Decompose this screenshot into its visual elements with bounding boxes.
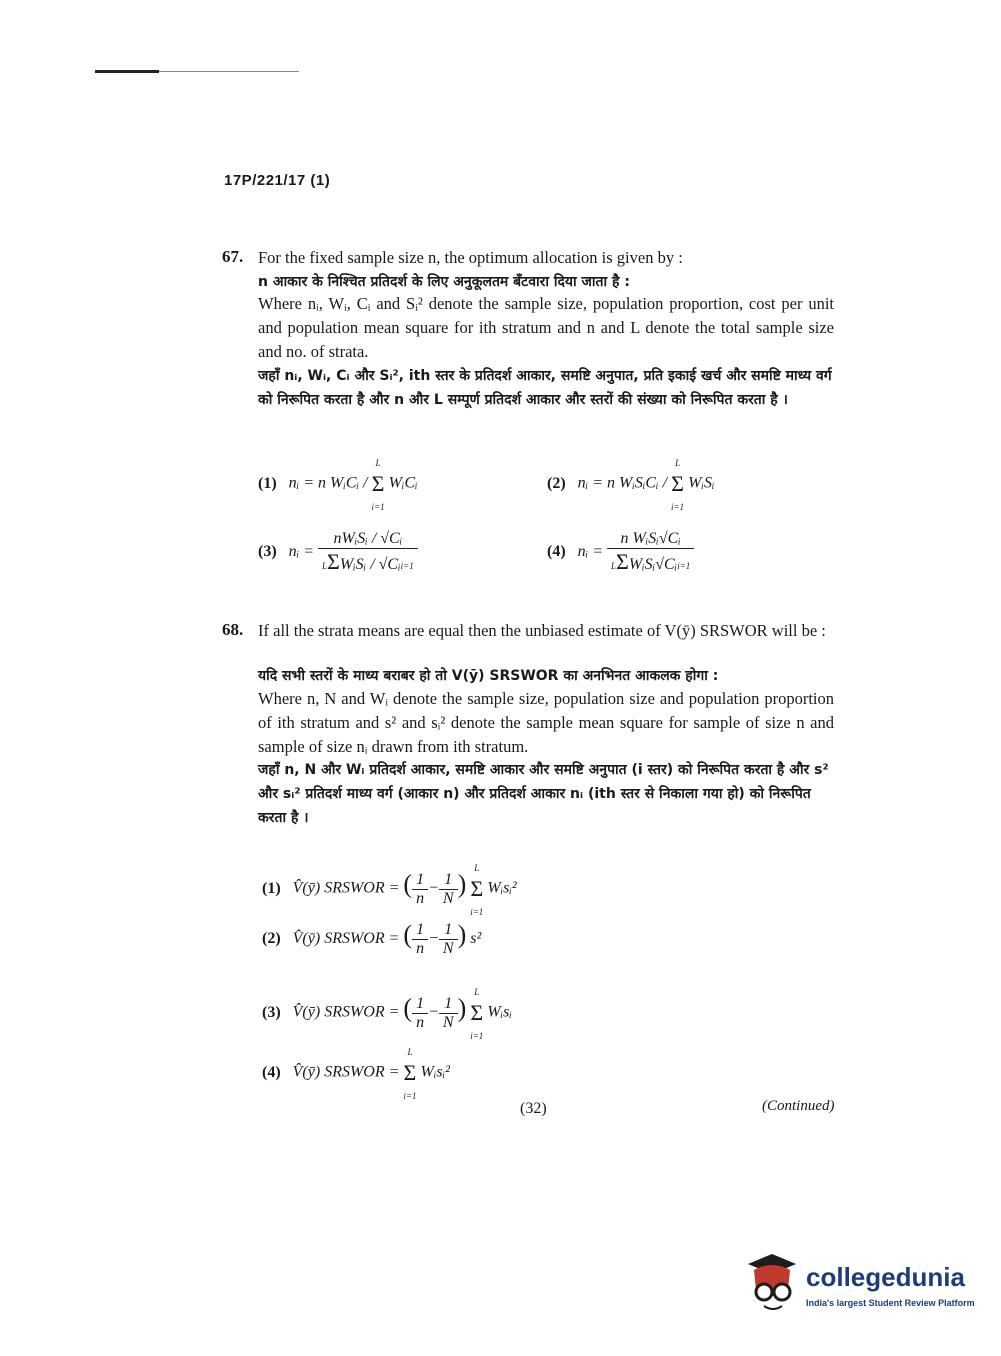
q68-option-2[interactable]: (2) V̂(ȳ) SRSWOR = ( $\frac{1}{n}$ − $\frac{1}{N}$ ) s²: [262, 920, 482, 957]
fraction-numerator: n WᵢSᵢ√Cᵢ: [607, 530, 694, 549]
q67-option-1[interactable]: [258, 453, 418, 515]
frac-denominator: n: [416, 1013, 425, 1031]
sum-symbol: Σ: [671, 471, 684, 496]
sum-upper-limit: L: [375, 458, 381, 468]
frac-numerator: 1: [412, 871, 428, 890]
option-label: (4): [547, 543, 566, 561]
sum-lower-limit: i=1: [403, 1091, 417, 1101]
option-lhs: V̂(ȳ) SRSWOR =: [292, 879, 400, 897]
paper-code: 17P/221/17 (1): [224, 172, 331, 189]
frac-denominator: n: [416, 889, 425, 907]
logo-tagline: India's largest Student Review Platform: [806, 1298, 975, 1308]
option-lhs: V̂(ȳ) SRSWOR =: [292, 930, 400, 947]
question-67-definitions: Where nᵢ, Wᵢ, Cᵢ and Sᵢ² denote the sample size, population proportion, cost per unit and population mean square for ith stratum and n and L denote the total sample size and no. of strata.: [258, 294, 834, 361]
minus-sign: −: [428, 1003, 439, 1021]
frac-numerator: 1: [439, 921, 458, 940]
continued-label: (Continued): [762, 1098, 835, 1114]
minus-sign: −: [428, 879, 439, 897]
option-label: (3): [262, 1003, 281, 1021]
question-68-stem: If all the strata means are equal then the unbiased estimate of V(ȳ) SRSWOR will be :: [258, 621, 826, 640]
option-tail: Wᵢsᵢ²: [487, 879, 517, 897]
question-67-definitions-hindi: जहाँ nᵢ, Wᵢ, Cᵢ और Sᵢ², ith स्तर के प्रतिदर्श आकार, समष्टि अनुपात, प्रति इकाई खर्च और समष्टि माध्य वर्ग को निरूपित करता है और n और L सम्पूर्ण प्रतिदर्श आकार और स्तरों की संख्या को निरूपित करता है ।: [258, 368, 832, 408]
frac-numerator: 1: [412, 995, 428, 1014]
sum-upper-limit: L: [474, 863, 480, 873]
option-label: (3): [258, 543, 277, 561]
frac-denominator: N: [442, 889, 454, 907]
sum-lower-limit: i=1: [671, 502, 685, 512]
option-tail: Wᵢsᵢ²: [420, 1063, 450, 1081]
sum-symbol: Σ: [371, 471, 385, 496]
question-67-number: 67.: [222, 247, 244, 266]
q67-option-4[interactable]: [547, 530, 694, 575]
option-lhs: V̂(ȳ) SRSWOR =: [292, 1003, 400, 1021]
fraction-numerator: nWᵢSᵢ / √Cᵢ: [318, 530, 418, 549]
option-lhs: nᵢ =: [577, 543, 603, 561]
frac-denominator: N: [442, 939, 454, 957]
q68-option-1[interactable]: (1) V̂(ȳ) SRSWOR = ( $\frac{1}{n}$ − $\frac{1}{N}$ ) L Σ i=1 Wᵢsᵢ²: [262, 863, 517, 917]
sum-lower-limit: i=1: [677, 561, 691, 571]
option-label: (4): [262, 1063, 281, 1081]
fraction-denominator: WᵢSᵢ / √Cᵢ: [339, 556, 401, 573]
option-rhs: WᵢCᵢ: [388, 474, 418, 492]
top-rule: [95, 70, 159, 73]
option-label: (2): [547, 474, 566, 492]
q68-option-4[interactable]: [262, 1042, 450, 1104]
top-rule-thin: [159, 71, 299, 72]
question-68-definitions: Where n, N and Wᵢ denote the sample size, population size and population proportion of ith stratum and s² and sᵢ² denote the sample mean square for sample of size n and sample of size nᵢ drawn from ith stratum.: [258, 689, 834, 756]
sum-symbol: Σ: [616, 549, 629, 574]
sum-symbol: Σ: [403, 1060, 417, 1085]
option-label: (2): [262, 930, 281, 947]
logo-wordmark: collegedunia: [806, 1262, 965, 1292]
sum-upper-limit: L: [321, 561, 327, 571]
option-tail: s²: [470, 930, 482, 947]
q67-option-3[interactable]: [258, 530, 418, 575]
collegedunia-mascot-icon: [742, 1250, 802, 1316]
sum-lower-limit: i=1: [371, 502, 385, 512]
frac-denominator: N: [442, 1013, 454, 1031]
option-lhs: nᵢ =: [288, 543, 314, 561]
option-lhs: nᵢ = n WᵢSᵢCᵢ /: [577, 474, 672, 492]
question-68-definitions-hindi: जहाँ n, N और Wᵢ प्रतिदर्श आकार, समष्टि आकार और समष्टि अनुपात (i स्तर) को निरूपित करता है और s² और sᵢ² प्रतिदर्श माध्य वर्ग (आकार n) और प्रतिदर्श आकार nᵢ (ith स्तर से निकाला गया हो) को निरूपित करता है ।: [258, 762, 829, 826]
page-number: (32): [520, 1100, 547, 1117]
option-lhs: V̂(ȳ) SRSWOR =: [292, 1063, 400, 1081]
sum-symbol: Σ: [470, 876, 484, 901]
q68-option-3[interactable]: (3) V̂(ȳ) SRSWOR = ( $\frac{1}{n}$ − $\frac{1}{N}$ ) L Σ i=1 Wᵢsᵢ: [262, 987, 512, 1041]
sum-lower-limit: i=1: [470, 1031, 484, 1041]
question-68-number: 68.: [222, 620, 244, 639]
frac-numerator: 1: [439, 871, 458, 890]
question-67-stem-hindi: n आकार के निश्चित प्रतिदर्श के लिए अनुकूलतम बँटवारा दिया जाता है :: [258, 274, 630, 290]
option-lhs: nᵢ = n WᵢCᵢ /: [288, 474, 372, 492]
frac-numerator: 1: [412, 921, 428, 940]
frac-denominator: n: [416, 939, 425, 957]
sum-symbol: Σ: [470, 1000, 484, 1025]
minus-sign: −: [428, 930, 439, 947]
sum-symbol: Σ: [327, 549, 340, 574]
option-label: (1): [262, 879, 281, 897]
sum-lower-limit: i=1: [400, 561, 414, 571]
question-68-stem-hindi: यदि सभी स्तरों के माध्य बराबर हो तो V(ȳ) SRSWOR का अनभिनत आकलक होगा :: [258, 668, 719, 684]
q67-option-2[interactable]: [547, 453, 715, 515]
sum-upper-limit: L: [474, 987, 480, 997]
option-label: (1): [258, 474, 277, 492]
sum-upper-limit: L: [407, 1047, 413, 1057]
fraction-denominator: WᵢSᵢ√Cᵢ: [628, 556, 678, 573]
sum-upper-limit: L: [610, 561, 616, 571]
sum-lower-limit: i=1: [470, 907, 484, 917]
sum-upper-limit: L: [675, 458, 681, 468]
frac-numerator: 1: [439, 995, 458, 1014]
question-67-stem: For the fixed sample size n, the optimum allocation is given by :: [258, 248, 683, 267]
option-tail: Wᵢsᵢ: [487, 1003, 512, 1021]
option-rhs: WᵢSᵢ: [688, 474, 715, 492]
